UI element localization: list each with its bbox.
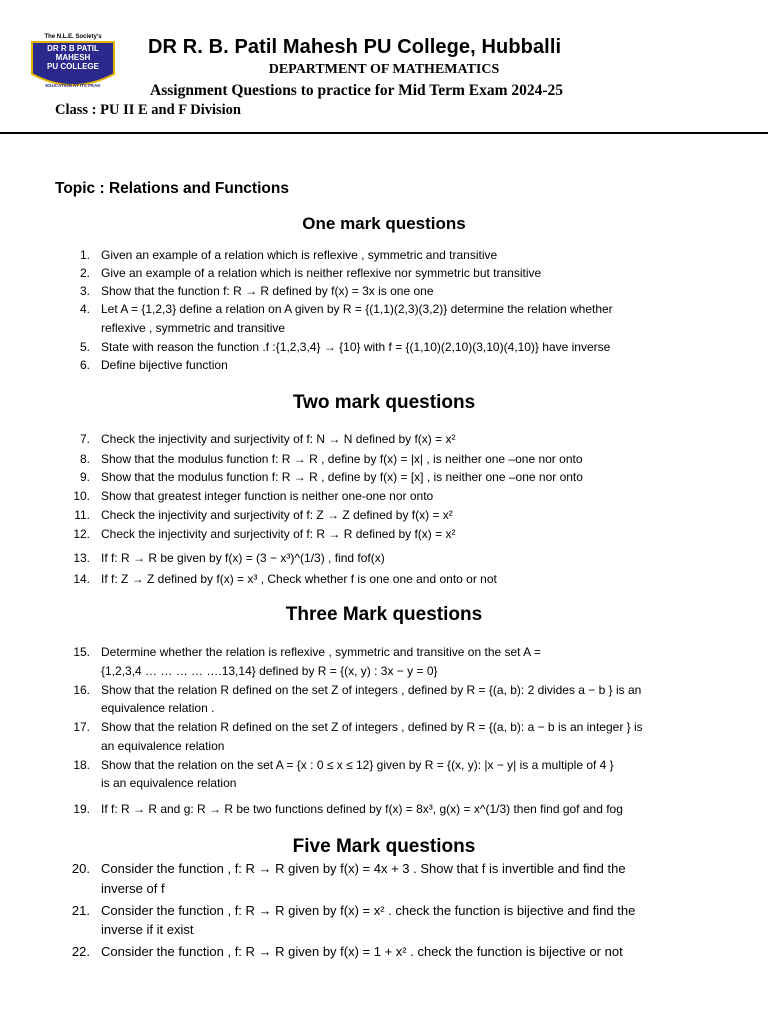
assignment-title: Assignment Questions to practice for Mid Term Exam 2024-25 (150, 82, 564, 99)
document-header (0, 0, 768, 134)
svg-text:MAHESH: MAHESH (55, 53, 91, 62)
section-one-mark: One mark questions (302, 214, 466, 233)
header-divider (0, 132, 768, 134)
svg-text:EDUCATION AT ITS PEAK: EDUCATION AT ITS PEAK (45, 83, 101, 88)
college-name: DR R. B. Patil Mahesh PU College, Hubballi (148, 36, 562, 58)
department-name: DEPARTMENT OF MATHEMATICS (268, 62, 500, 77)
section-three-mark: Three Mark questions (285, 604, 483, 625)
topic-heading: Topic : Relations and Functions (55, 180, 289, 197)
svg-text:DR R B PATIL: DR R B PATIL (47, 44, 99, 53)
class-line: Class : PU II E and F Division (55, 102, 241, 118)
svg-text:The N.L.E. Society's: The N.L.E. Society's (44, 34, 102, 40)
section-two-mark: Two mark questions (292, 392, 476, 413)
college-logo (30, 30, 116, 90)
section-five-mark: Five Mark questions (292, 836, 476, 857)
svg-text:PU COLLEGE: PU COLLEGE (46, 62, 100, 71)
college-emblem-icon (30, 30, 116, 90)
